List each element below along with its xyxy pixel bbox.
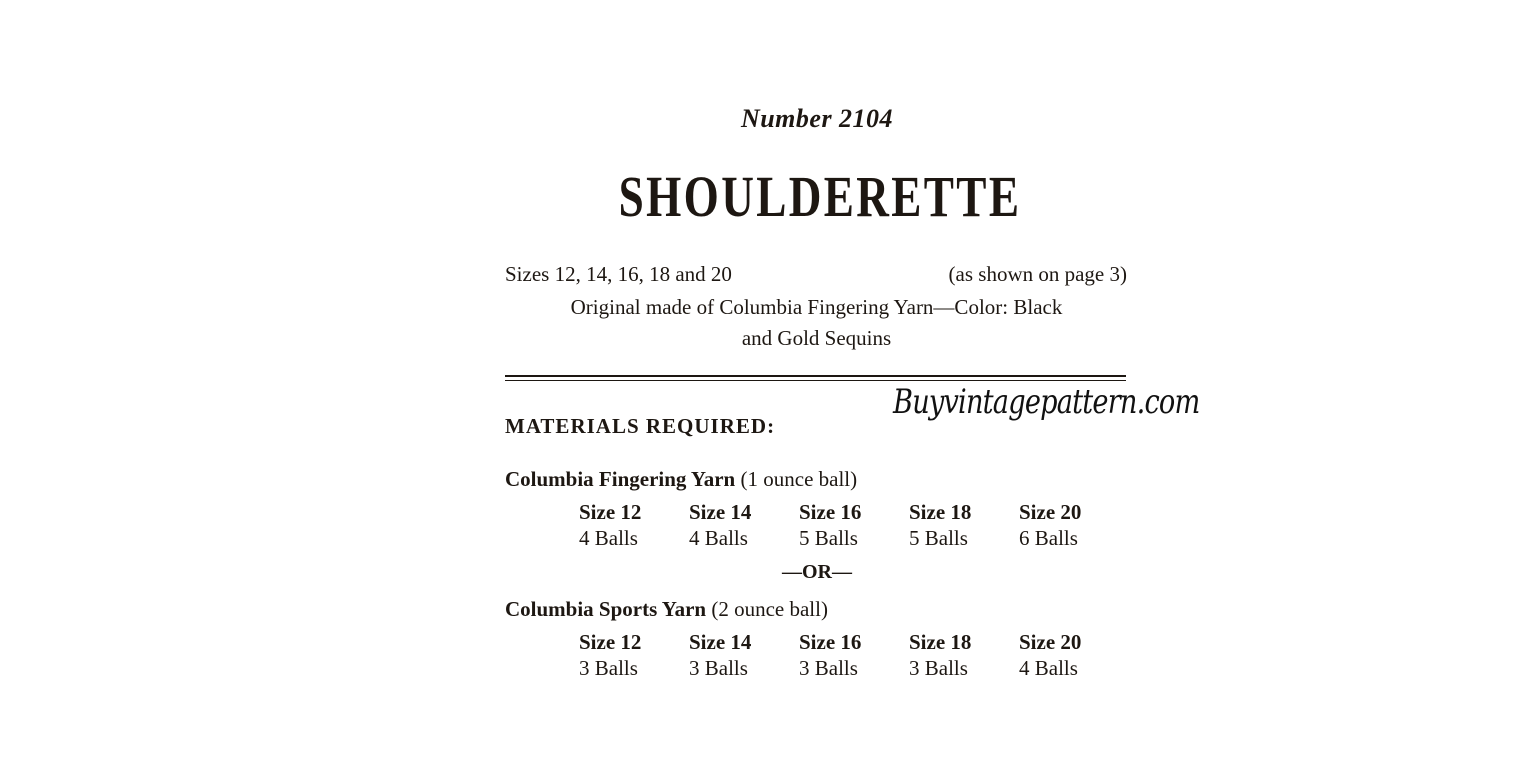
- sports-yarn-unit: (2 ounce ball): [711, 597, 828, 621]
- original-description-line-1: Original made of Columbia Fingering Yarn—Color: Black: [570, 295, 1063, 319]
- ball-count: 6 Balls: [1019, 526, 1078, 550]
- watermark-logo: Buyvintagepattern.com: [893, 382, 1200, 422]
- sports-size-column: [579, 629, 641, 681]
- sports-size-column: [689, 629, 751, 681]
- size-label: Size 14: [689, 500, 752, 524]
- fingering-size-column: [799, 499, 861, 551]
- ball-count: 4 Balls: [1019, 656, 1078, 680]
- size-label: Size 12: [579, 630, 642, 654]
- fingering-yarn-heading: [505, 467, 857, 492]
- fingering-size-column: [1019, 499, 1081, 551]
- divider-rule-top: [505, 375, 1126, 377]
- fingering-size-column: [579, 499, 641, 551]
- or-separator: —OR—: [782, 561, 852, 583]
- sports-size-column: [799, 629, 861, 681]
- divider-rule-bottom: [505, 380, 1126, 381]
- sports-yarn-name: Columbia Sports Yarn: [505, 597, 707, 621]
- ball-count: 3 Balls: [689, 656, 748, 680]
- ball-count: 3 Balls: [799, 656, 858, 680]
- size-label: Size 20: [1019, 500, 1082, 524]
- sports-yarn-heading: [505, 597, 828, 622]
- original-description: [505, 292, 1128, 354]
- pattern-number: Number 2104: [740, 104, 894, 133]
- sports-size-column: [909, 629, 971, 681]
- sizes-range: Sizes 12, 14, 16, 18 and 20: [505, 262, 732, 286]
- size-label: Size 14: [689, 630, 752, 654]
- ball-count: 4 Balls: [579, 526, 638, 550]
- size-label: Size 18: [909, 630, 972, 654]
- sports-size-column: [1019, 629, 1081, 681]
- ball-count: 5 Balls: [909, 526, 968, 550]
- fingering-size-column: [909, 499, 971, 551]
- size-label: Size 20: [1019, 630, 1082, 654]
- fingering-yarn-unit: (1 ounce ball): [740, 467, 858, 491]
- size-label: Size 18: [909, 500, 972, 524]
- ball-count: 3 Balls: [579, 656, 638, 680]
- size-label: Size 16: [799, 500, 862, 524]
- fingering-size-column: [689, 499, 751, 551]
- original-description-line-2: and Gold Sequins: [741, 326, 892, 350]
- size-label: Size 12: [579, 500, 642, 524]
- pattern-title: SHOULDERETTE: [618, 164, 1022, 229]
- ball-count: 3 Balls: [909, 656, 968, 680]
- ball-count: 4 Balls: [689, 526, 748, 550]
- sizes-page-note: (as shown on page 3): [948, 262, 1127, 286]
- size-label: Size 16: [799, 630, 862, 654]
- fingering-yarn-name: Columbia Fingering Yarn: [505, 467, 736, 491]
- materials-heading: MATERIALS REQUIRED:: [505, 414, 776, 438]
- ball-count: 5 Balls: [799, 526, 858, 550]
